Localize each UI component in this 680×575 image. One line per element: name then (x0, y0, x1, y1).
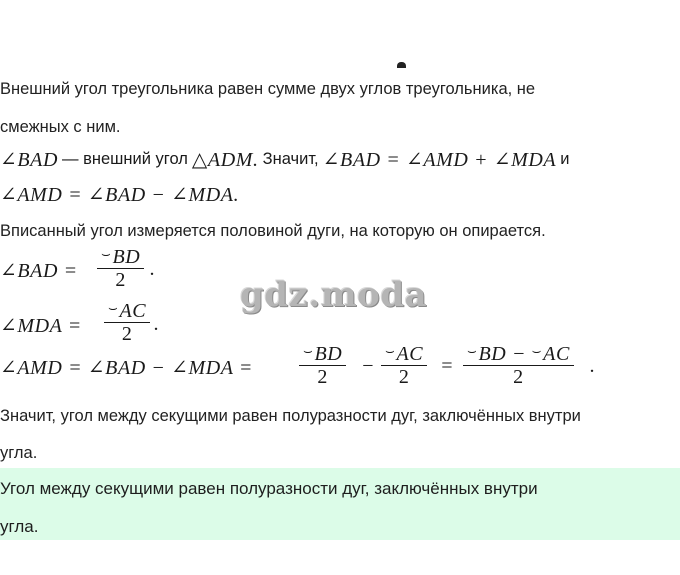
eq3-f3-numerator-1: BD − (478, 343, 532, 365)
arc-symbol: ⌣ (385, 344, 396, 360)
arc-symbol: ⌣ (467, 344, 478, 360)
eq1-fraction (97, 244, 144, 291)
exterior-angle-line-2 (0, 180, 239, 208)
eq2-end: . (154, 313, 160, 335)
exterior-text-3: и (560, 149, 570, 168)
eq3-equals: = (440, 355, 455, 377)
eq2-lhs: ∠MDA = (0, 315, 82, 337)
answer-box (0, 468, 680, 540)
watermark: gdz.moda (240, 275, 428, 315)
eq3-fraction-2 (381, 341, 427, 388)
intro-line-2: смежных с ним. (0, 118, 121, 136)
angle-bad: ∠BAD (0, 148, 59, 171)
eq1-lhs: ∠BAD = (0, 260, 78, 282)
eq3-f3-denominator: 2 (513, 366, 524, 388)
answer-line-1: Угол между секущими равен полуразности дуг, заключённых внутри (0, 479, 538, 498)
eq1-numerator: BD (112, 246, 141, 268)
conclusion-line-2: угла. (0, 444, 38, 462)
eq2-numerator: AC (119, 300, 147, 322)
inscribed-text: Вписанный угол измеряется половиной дуги, на которую он опирается. (0, 222, 546, 240)
eq3-f1-denominator: 2 (317, 366, 328, 388)
eq3-f1-numerator: BD (314, 343, 343, 365)
eq3-f3-numerator-2: AC (543, 343, 570, 365)
answer-line-2: угла. (0, 517, 39, 536)
exterior-text-1: — внешний угол (62, 149, 188, 168)
arc-symbol: ⌣ (108, 301, 119, 317)
eq1-denominator: 2 (115, 269, 126, 291)
cropped-glyph (397, 62, 406, 68)
intro-line-1: Внешний угол треугольника равен сумме двух углов треугольника, не (0, 80, 536, 98)
eq3-f2-denominator: 2 (398, 366, 410, 388)
eq2-fraction (104, 298, 150, 345)
exterior-text-2: Значит, (262, 149, 319, 168)
eq2-denominator: 2 (121, 323, 133, 345)
conclusion-line-1: Значит, угол между секущими равен полуразности дуг, заключённых внутри (0, 407, 581, 425)
exterior-equation: ∠BAD = ∠AMD + ∠MDA (322, 148, 557, 171)
eq3-fraction-3 (463, 341, 574, 388)
eq3-f2-numerator: AC (396, 343, 424, 365)
arc-symbol: ⌣ (303, 344, 314, 360)
exterior-angle-line (0, 145, 573, 173)
triangle-adm: △ADM. (191, 148, 259, 171)
arc-symbol: ⌣ (101, 247, 112, 263)
eq3-fraction-1 (299, 341, 346, 388)
eq3-minus: − (361, 355, 376, 377)
eq1-end: . (150, 258, 156, 280)
eq3-lhs: ∠AMD = ∠BAD − ∠MDA = (0, 357, 253, 379)
eq3-end: . (590, 355, 596, 377)
arc-symbol: ⌣ (531, 344, 543, 360)
amd-equation: ∠AMD = ∠BAD − ∠MDA. (0, 183, 240, 206)
